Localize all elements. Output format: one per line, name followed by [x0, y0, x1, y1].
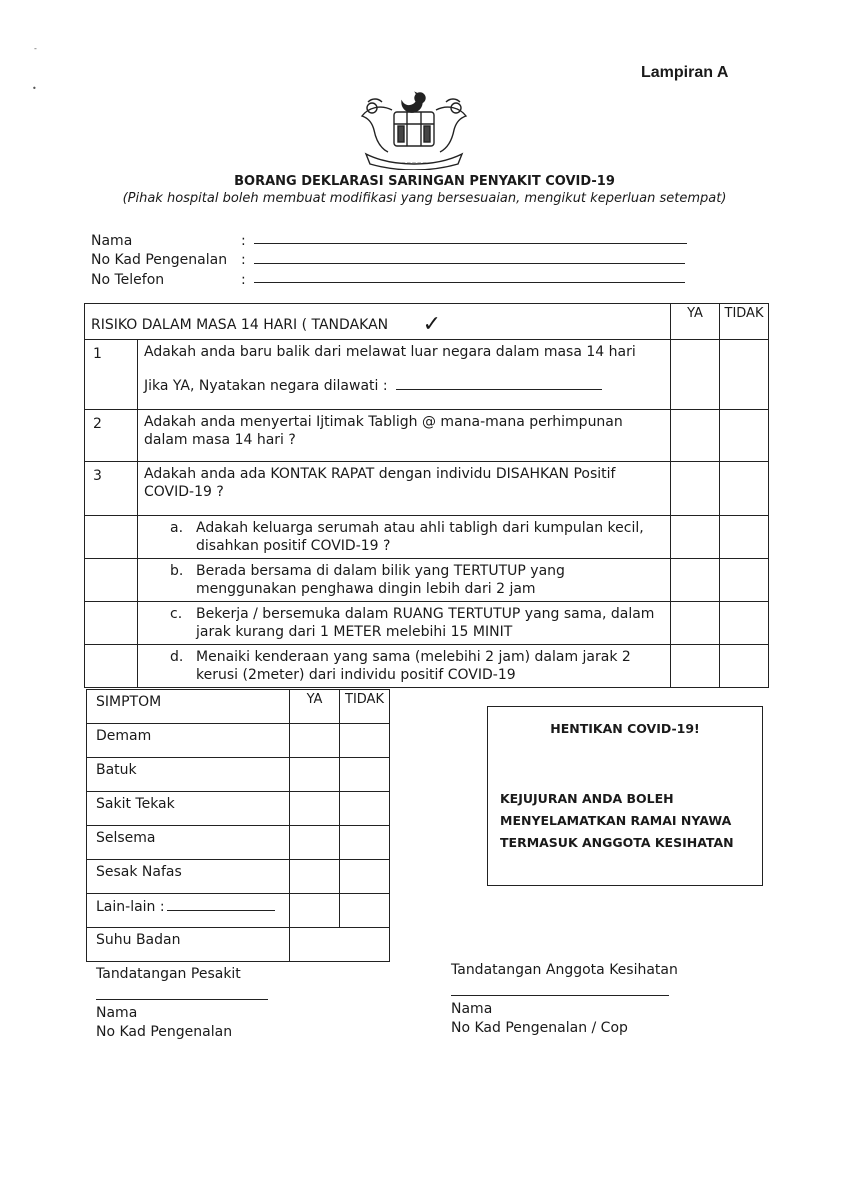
- temperature-label: Suhu Badan: [87, 928, 290, 962]
- symptom-label: Selsema: [87, 826, 290, 860]
- country-label: Jika YA, Nyatakan negara dilawati :: [144, 378, 388, 394]
- appendix-label: Lampiran A: [641, 64, 729, 81]
- other-symptom-field[interactable]: [167, 898, 275, 911]
- sub-text: Menaiki kenderaan yang sama (melebihi 2 jam) dalam jarak 2 kerusi (2meter) dari individu positif COVID-19: [196, 649, 631, 683]
- answer-tidak-checkbox[interactable]: [720, 559, 769, 602]
- notice-box: [487, 706, 763, 886]
- symptom-tidak-checkbox[interactable]: [340, 792, 390, 826]
- answer-ya-checkbox[interactable]: [671, 516, 720, 559]
- sub-text: Berada bersama di dalam bilik yang TERTUTUP yang menggunakan penghawa dingin lebih dari 2 jam: [196, 563, 565, 597]
- answer-tidak-checkbox[interactable]: [720, 602, 769, 645]
- notice-body: [500, 788, 734, 854]
- sub-question-d: [138, 645, 671, 688]
- symptom-tidak-checkbox[interactable]: [340, 724, 390, 758]
- symptom-ya-checkbox[interactable]: [290, 826, 340, 860]
- answer-ya-checkbox[interactable]: [671, 340, 720, 410]
- ic-label: No Kad Pengenalan: [91, 252, 228, 268]
- form-title: BORANG DEKLARASI SARINGAN PENYAKIT COVID-19: [234, 174, 615, 189]
- risk-table: [84, 303, 769, 688]
- name-field[interactable]: [254, 243, 687, 244]
- answer-tidak-checkbox[interactable]: [720, 410, 769, 462]
- symptom-label: Demam: [87, 724, 290, 758]
- form-subtitle: (Pihak hospital boleh membuat modifikasi yang bersesuaian, mengikut keperluan setempat): [122, 191, 727, 206]
- symptom-tidak-checkbox[interactable]: [340, 758, 390, 792]
- symptom-label: Sakit Tekak: [87, 792, 290, 826]
- symptom-tidak-checkbox[interactable]: [340, 826, 390, 860]
- notice-line: MENYELAMATKAN RAMAI NYAWA: [500, 813, 732, 828]
- sub-question-blank: [85, 516, 138, 559]
- scan-mark: -: [34, 44, 37, 53]
- field-colon: :: [241, 272, 246, 288]
- symptom-ya-checkbox[interactable]: [290, 860, 340, 894]
- symptom-ya-checkbox[interactable]: [290, 724, 340, 758]
- symptom-tidak-checkbox[interactable]: [340, 860, 390, 894]
- symptom-table: [86, 689, 390, 962]
- scan-mark: •: [32, 84, 37, 93]
- notice-line: TERMASUK ANGGOTA KESIHATAN: [500, 835, 734, 850]
- question-number: 1: [85, 340, 138, 410]
- question-number: 2: [85, 410, 138, 462]
- answer-ya-checkbox[interactable]: [671, 645, 720, 688]
- risk-header-label: RISIKO DALAM MASA 14 HARI ( TANDAKAN: [91, 317, 389, 333]
- phone-field[interactable]: [254, 282, 685, 283]
- question-text: Adakah anda baru balik dari melawat luar negara dalam masa 14 hari: [144, 344, 636, 360]
- question-3: Adakah anda ada KONTAK RAPAT dengan individu DISAHKAN Positif COVID-19 ?: [138, 462, 671, 516]
- patient-name-label: Nama: [96, 1005, 138, 1021]
- svg-text:— — — — —: — — — — —: [401, 160, 427, 165]
- answer-ya-checkbox[interactable]: [671, 462, 720, 516]
- staff-ic-label: No Kad Pengenalan / Cop: [451, 1020, 628, 1036]
- name-label: Nama: [91, 233, 133, 249]
- phone-label: No Telefon: [91, 272, 165, 288]
- country-field[interactable]: [396, 377, 602, 390]
- symptom-ya-checkbox[interactable]: [290, 758, 340, 792]
- answer-ya-checkbox[interactable]: [671, 559, 720, 602]
- temperature-field[interactable]: [290, 928, 390, 962]
- answer-tidak-checkbox[interactable]: [720, 516, 769, 559]
- patient-ic-label: No Kad Pengenalan: [96, 1024, 233, 1040]
- field-colon: :: [241, 252, 246, 268]
- coat-of-arms-icon: [352, 88, 476, 170]
- patient-signature-field[interactable]: [96, 999, 268, 1000]
- answer-tidak-checkbox[interactable]: [720, 340, 769, 410]
- other-symptom-cell: [87, 894, 290, 928]
- sub-question-b: [138, 559, 671, 602]
- staff-signature-field[interactable]: [451, 995, 669, 996]
- symptom-label: Batuk: [87, 758, 290, 792]
- answer-tidak-checkbox[interactable]: [720, 645, 769, 688]
- symptom-tidak-checkbox[interactable]: [340, 894, 390, 928]
- answer-ya-checkbox[interactable]: [671, 602, 720, 645]
- answer-tidak-checkbox[interactable]: [720, 462, 769, 516]
- staff-name-label: Nama: [451, 1001, 493, 1017]
- question-number: 3: [85, 462, 138, 516]
- answer-ya-checkbox[interactable]: [671, 410, 720, 462]
- symptom-label: Sesak Nafas: [87, 860, 290, 894]
- sub-text: Adakah keluarga serumah atau ahli tabligh dari kumpulan kecil, disahkan positif COVID-19 ?: [196, 520, 644, 554]
- sub-question-blank: [85, 602, 138, 645]
- check-mark-icon: ✓: [422, 312, 442, 337]
- col-ya: YA: [671, 304, 720, 340]
- staff-signature-label: Tandatangan Anggota Kesihatan: [451, 962, 678, 978]
- sub-text: Bekerja / bersemuka dalam RUANG TERTUTUP yang sama, dalam jarak kurang dari 1 METER melebihi 15 MINIT: [196, 606, 655, 640]
- symptom-ya-checkbox[interactable]: [290, 792, 340, 826]
- sub-label: a.: [170, 520, 184, 536]
- sub-question-blank: [85, 559, 138, 602]
- col-tidak: TIDAK: [340, 690, 390, 724]
- notice-line: KEJUJURAN ANDA BOLEH: [500, 791, 674, 806]
- symptom-label: Lain-lain :: [96, 899, 165, 915]
- risk-table-header: [85, 304, 671, 340]
- question-1: [138, 340, 671, 410]
- sub-question-c: [138, 602, 671, 645]
- sub-label: b.: [170, 563, 184, 579]
- sub-question-blank: [85, 645, 138, 688]
- sub-label: c.: [170, 606, 183, 622]
- question-2: Adakah anda menyertai Ijtimak Tabligh @ mana-mana perhimpunan dalam masa 14 hari ?: [138, 410, 671, 462]
- sub-label: d.: [170, 649, 184, 665]
- sub-question-a: [138, 516, 671, 559]
- patient-signature-label: Tandatangan Pesakit: [96, 966, 241, 982]
- symptom-header: SIMPTOM: [87, 690, 290, 724]
- field-colon: :: [241, 233, 246, 249]
- col-tidak: TIDAK: [720, 304, 769, 340]
- ic-field[interactable]: [254, 263, 685, 264]
- symptom-ya-checkbox[interactable]: [290, 894, 340, 928]
- col-ya: YA: [290, 690, 340, 724]
- notice-title: HENTIKAN COVID-19!: [550, 721, 700, 736]
